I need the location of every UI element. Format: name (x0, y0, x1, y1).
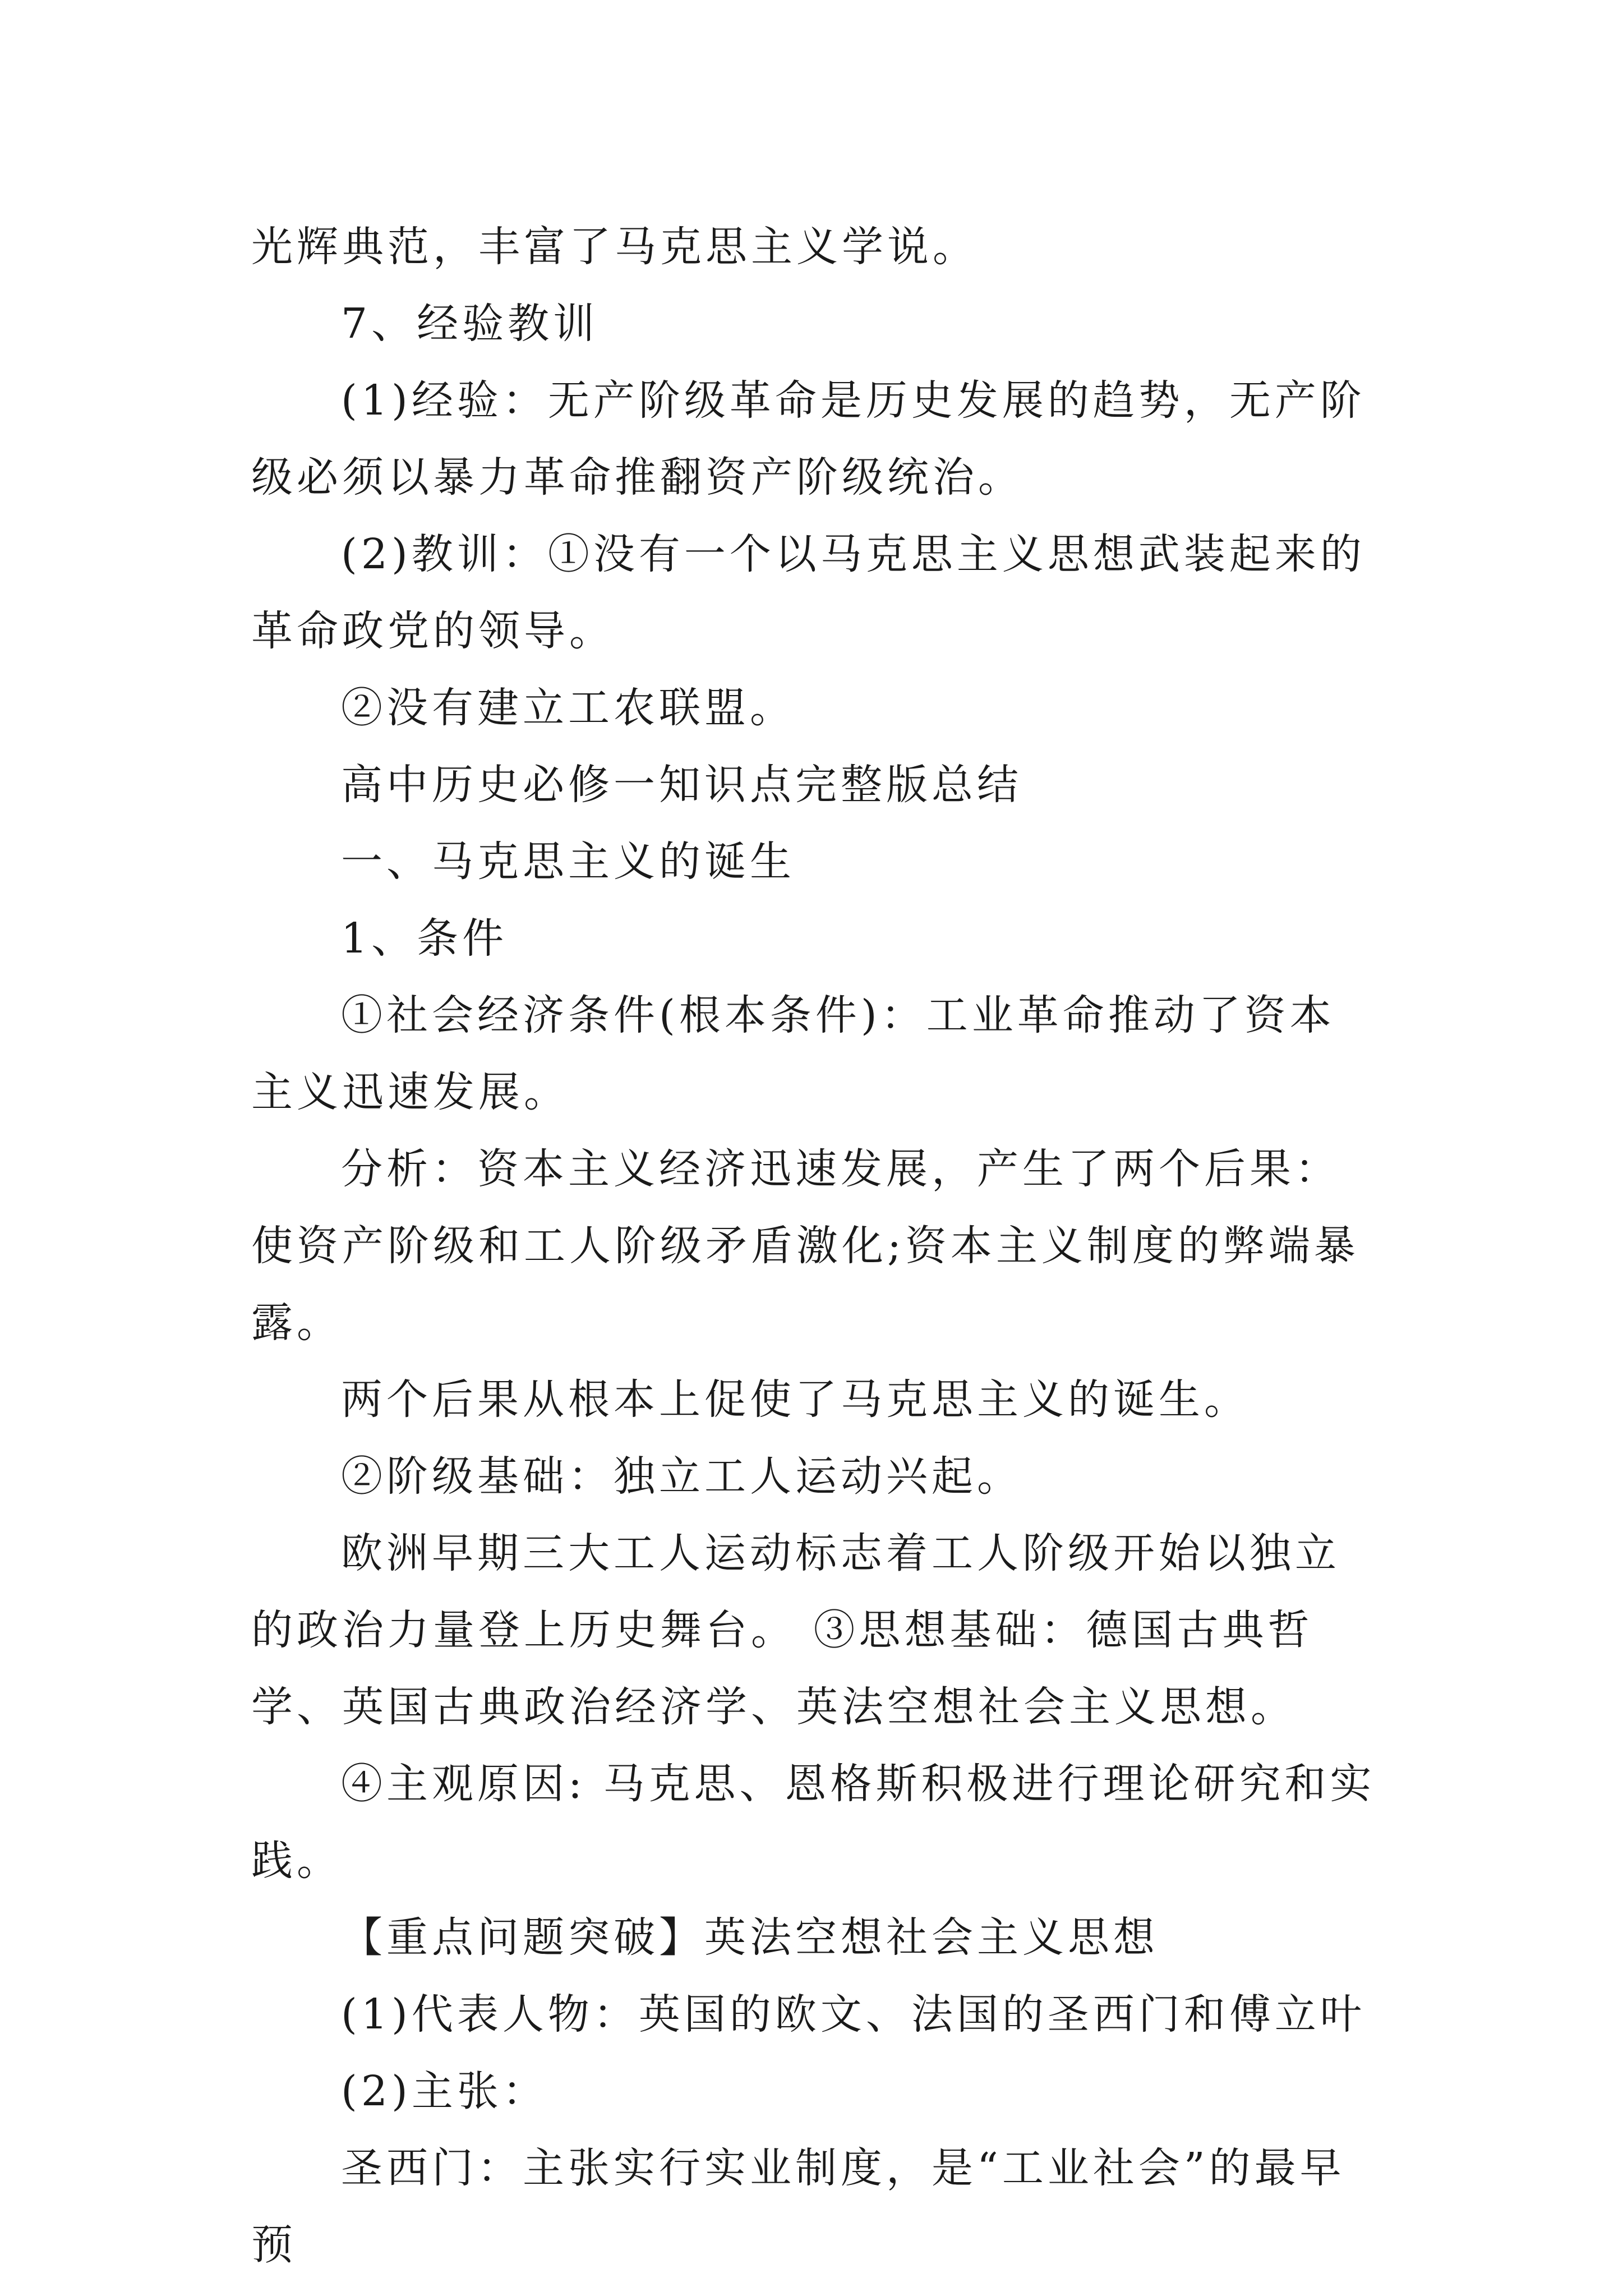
paragraph: 欧洲早期三大工人运动标志着工人阶级开始以独立的政治力量登上历史舞台。 ③思想基础：德国古典哲学、英国古典政治经济学、英法空想社会主义思想。 (251, 1529, 1340, 1731)
document-title: 高中历史必修一知识点完整版总结 (341, 761, 1022, 809)
document-body (251, 209, 1378, 2284)
paragraph: ①社会经济条件(根本条件)：工业革命推动了资本主义迅速发展。 (251, 991, 1335, 1116)
paragraph: 两个后果从根本上促使了马克思主义的诞生。 (341, 1375, 1249, 1424)
paragraph: 分析：资本主义经济迅速发展，产生了两个后果：使资产阶级和工人阶级矛盾激化;资本主义制度的弊端暴露。 (251, 1145, 1359, 1347)
paragraph: (2)主张： (341, 2067, 548, 2115)
paragraph: (1)经验：无产阶级革命是历史发展的趋势，无产阶级必须以暴力革命推翻资产阶级统治。 (251, 376, 1366, 501)
section-heading: 【重点问题突破】英法空想社会主义思想 (341, 1913, 1159, 1962)
section-heading: 一、马克思主义的诞生 (341, 838, 795, 886)
section-heading: 1、条件 (341, 914, 508, 963)
paragraph: (2)教训：①没有一个以马克思主义思想武装起来的革命政党的领导。 (251, 530, 1366, 655)
paragraph: ②没有建立工农联盟。 (341, 684, 795, 732)
section-heading: 7、经验教训 (341, 300, 599, 348)
paragraph: 圣西门：主张实行实业制度，是“工业社会”的最早预 (251, 2144, 1345, 2269)
paragraph: 光辉典范，丰富了马克思主义学说。 (251, 223, 978, 271)
paragraph: ②阶级基础：独立工人运动兴起。 (341, 1452, 1022, 1501)
paragraph: (1)代表人物：英国的欧文、法国的圣西门和傅立叶 (341, 1990, 1366, 2039)
paragraph: ④主观原因: 马克思、恩格斯积极进行理论研究和实践。 (251, 1760, 1376, 1885)
